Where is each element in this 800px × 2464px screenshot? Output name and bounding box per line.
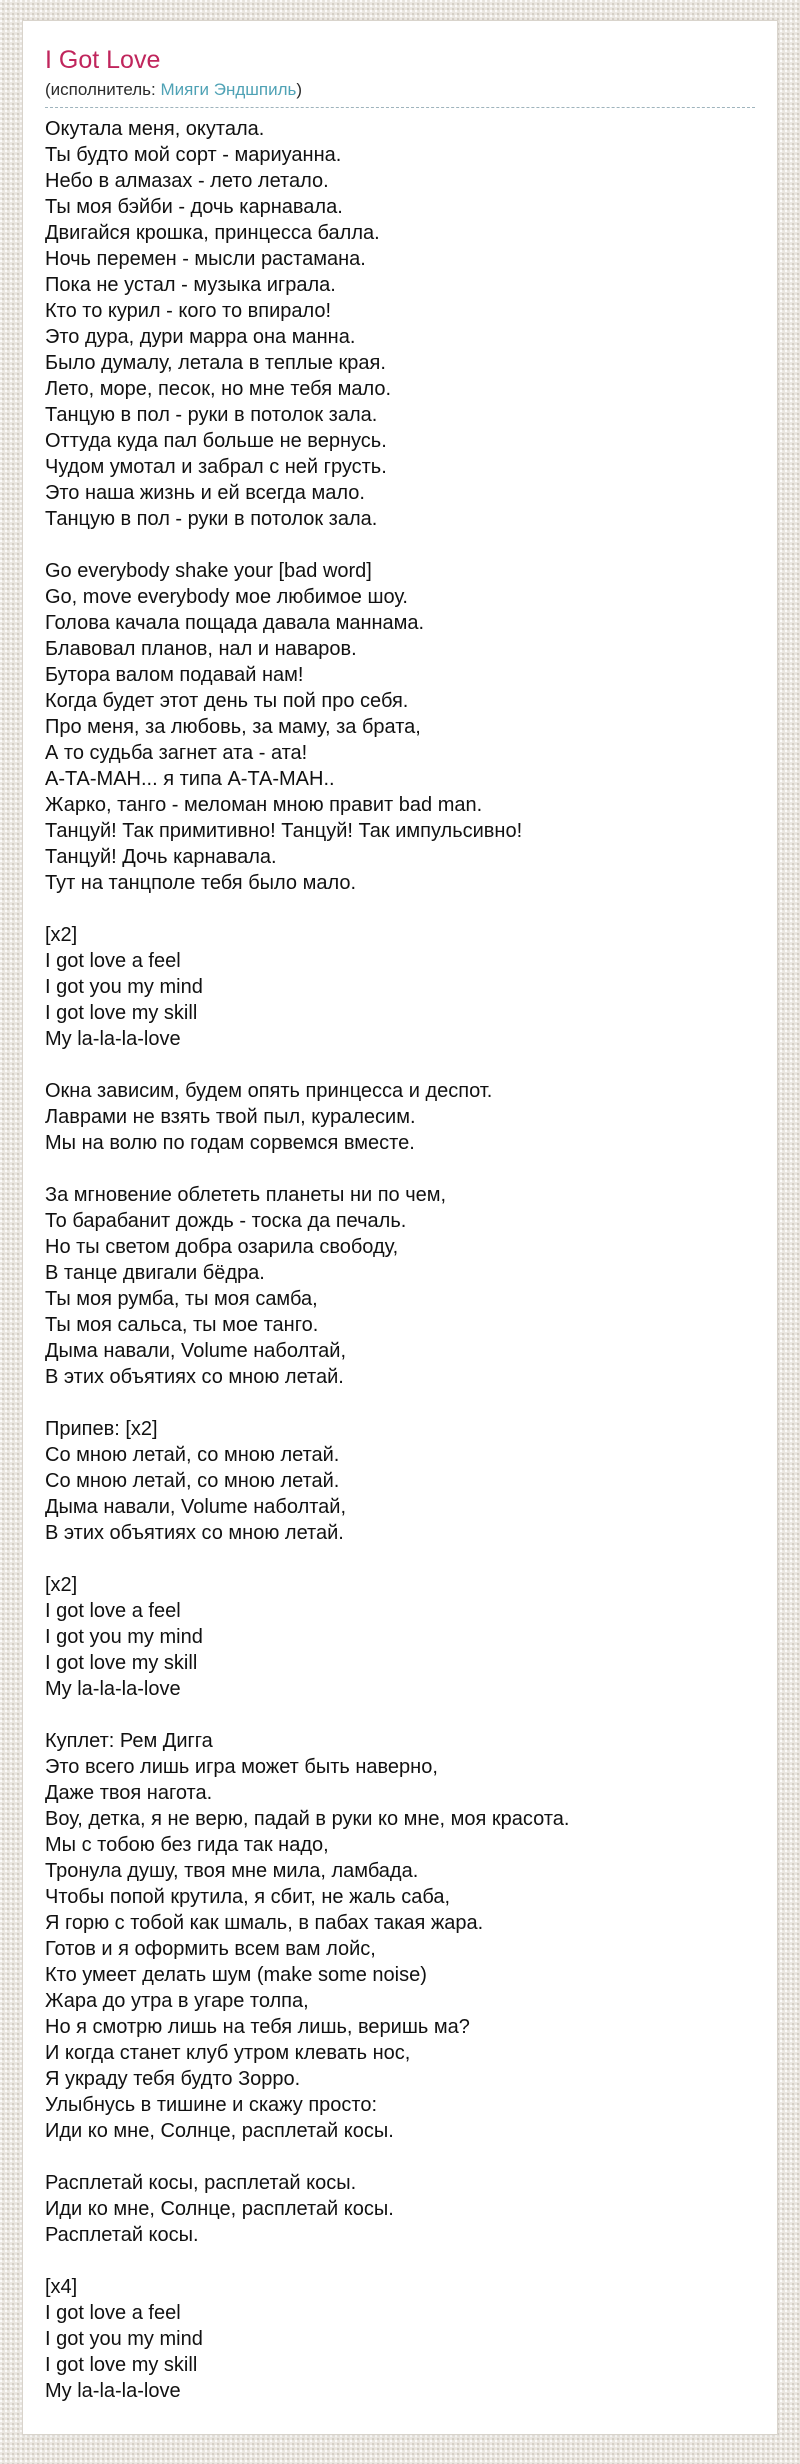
lyric-line: Это наша жизнь и ей всегда мало. xyxy=(45,482,365,505)
lyric-line: Дыма навали, Volume наболтай, xyxy=(45,1496,347,1519)
lyric-line: I got love a feel xyxy=(45,2302,181,2325)
lyric-line: Блавовал планов, нал и наваров. xyxy=(45,638,357,661)
lyric-line xyxy=(45,1546,755,1572)
lyric-line: Окна зависим, будем опять принцесса и деспот. xyxy=(45,1080,493,1103)
lyric-line: Я горю с тобой как шмаль, в пабах такая жара. xyxy=(45,1912,484,1935)
lyric-line: Чудом умотал и забрал с ней грусть. xyxy=(45,456,387,479)
lyric-line: Голова качала пощада давала маннама. xyxy=(45,612,425,635)
lyric-line: I got you my mind xyxy=(45,1626,203,1649)
lyric-line: My la-la-la-love xyxy=(45,1028,181,1051)
lyric-line: В танце двигали бёдра. xyxy=(45,1262,265,1285)
artist-prefix-label: (исполнитель: xyxy=(45,80,156,99)
lyric-line: Ночь перемен - мысли растамана. xyxy=(45,248,366,271)
lyric-line: I got you my mind xyxy=(45,2328,203,2351)
lyric-line: Пока не устал - музыка играла. xyxy=(45,274,336,297)
lyric-line: Было думалу, летала в теплые края. xyxy=(45,352,386,375)
lyric-line xyxy=(45,1390,755,1416)
lyric-line: Иди ко мне, Солнце, расплетай косы. xyxy=(45,2198,394,2221)
lyric-line: Чтобы попой крутила, я сбит, не жаль саба, xyxy=(45,1886,451,1909)
lyric-line: [x4] xyxy=(45,2276,78,2299)
lyric-line: I got love a feel xyxy=(45,950,181,973)
lyric-line: Небо в алмазах - лето летало. xyxy=(45,170,329,193)
lyric-line: Ты моя румба, ты моя самба, xyxy=(45,1288,318,1311)
lyric-line: Танцуй! Так примитивно! Танцуй! Так импульсивно! xyxy=(45,820,523,843)
lyric-line: Ты будто мой сорт - мариуанна. xyxy=(45,144,342,167)
lyric-line xyxy=(45,2144,755,2170)
lyric-line xyxy=(45,2248,755,2274)
lyric-line: Ты моя бэйби - дочь карнавала. xyxy=(45,196,343,219)
lyric-line xyxy=(45,532,755,558)
lyric-line: Тут на танцполе тебя было мало. xyxy=(45,872,357,895)
lyric-line: Куплет: Рем Дигга xyxy=(45,1730,213,1753)
lyric-line: I got love a feel xyxy=(45,1600,181,1623)
lyric-line: Когда будет этот день ты пой про себя. xyxy=(45,690,409,713)
lyric-line: Иди ко мне, Солнце, расплетай косы. xyxy=(45,2120,394,2143)
lyric-line: I got love my skill xyxy=(45,1002,198,1025)
lyric-line: Расплетай косы. xyxy=(45,2224,199,2247)
lyric-line: А-ТА-МАН... я типа А-ТА-МАН.. xyxy=(45,768,335,791)
lyric-line: Танцую в пол - руки в потолок зала. xyxy=(45,404,378,427)
lyric-line xyxy=(45,896,755,922)
lyric-line: В этих объятиях со мною летай. xyxy=(45,1366,344,1389)
artist-suffix-label: ) xyxy=(296,80,303,99)
lyric-line: Жарко, танго - меломан мною правит bad man. xyxy=(45,794,483,817)
lyric-line: А то судьба загнет ата - ата! xyxy=(45,742,308,765)
lyric-line: Со мною летай, со мною летай. xyxy=(45,1444,340,1467)
lyric-line: Бутора валом подавай нам! xyxy=(45,664,304,687)
lyric-line: Кто умеет делать шум (make some noise) xyxy=(45,1964,427,1987)
lyric-line: Готов и я оформить всем вам лойс, xyxy=(45,1938,376,1961)
artist-link[interactable]: Мияги Эндшпиль xyxy=(160,80,297,99)
lyric-line: [x2] xyxy=(45,924,78,947)
lyric-line xyxy=(45,1156,755,1182)
lyric-line: Окутала меня, окутала. xyxy=(45,118,265,141)
lyrics-text xyxy=(45,116,755,2404)
lyric-line: Танцую в пол - руки в потолок зала. xyxy=(45,508,378,531)
lyrics-card xyxy=(22,20,778,2435)
lyric-line: Лаврами не взять твой пыл, куралесим. xyxy=(45,1106,416,1129)
lyric-line: Жара до утра в угаре толпа, xyxy=(45,1990,309,2013)
lyric-line: Я украду тебя будто Зорро. xyxy=(45,2068,301,2091)
lyric-line: Оттуда куда пал больше не вернусь. xyxy=(45,430,387,453)
lyric-line: Танцуй! Дочь карнавала. xyxy=(45,846,277,869)
lyric-line: Даже твоя нагота. xyxy=(45,1782,213,1805)
lyric-line: То барабанит дождь - тоска да печаль. xyxy=(45,1210,407,1233)
lyric-line: Лето, море, песок, но мне тебя мало. xyxy=(45,378,392,401)
lyric-line: Припев: [x2] xyxy=(45,1418,158,1441)
lyric-line: Go everybody shake your [bad word] xyxy=(45,560,372,583)
artist-line xyxy=(45,80,755,108)
lyric-line: Улыбнусь в тишине и скажу просто: xyxy=(45,2094,378,2117)
lyric-line: За мгновение облететь планеты ни по чем, xyxy=(45,1184,447,1207)
lyric-line: Go, move everybody мое любимое шоу. xyxy=(45,586,408,609)
lyric-line: [x2] xyxy=(45,1574,78,1597)
lyric-line: Тронула душу, твоя мне мила, ламбада. xyxy=(45,1860,419,1883)
lyric-line: I got love my skill xyxy=(45,2354,198,2377)
lyric-line xyxy=(45,1702,755,1728)
lyric-line: Кто то курил - кого то впирало! xyxy=(45,300,332,323)
lyric-line: Но ты светом добра озарила свободу, xyxy=(45,1236,399,1259)
lyric-line: Расплетай косы, расплетай косы. xyxy=(45,2172,357,2195)
lyric-line: Со мною летай, со мною летай. xyxy=(45,1470,340,1493)
lyric-line: Дыма навали, Volume наболтай, xyxy=(45,1340,347,1363)
lyric-line: Это дура, дури марра она манна. xyxy=(45,326,356,349)
lyric-line: I got you my mind xyxy=(45,976,203,999)
page-title: I Got Love xyxy=(45,46,161,74)
lyric-line: В этих объятиях со мною летай. xyxy=(45,1522,344,1545)
lyric-line: Ты моя сальса, ты мое танго. xyxy=(45,1314,319,1337)
lyric-line: И когда станет клуб утром клевать нос, xyxy=(45,2042,411,2065)
lyric-line: Но я смотрю лишь на тебя лишь, веришь ма? xyxy=(45,2016,470,2039)
lyric-line xyxy=(45,1052,755,1078)
lyric-line: I got love my skill xyxy=(45,1652,198,1675)
lyric-line: My la-la-la-love xyxy=(45,2380,181,2403)
lyric-line: Воу, детка, я не верю, падай в руки ко мне, моя красота. xyxy=(45,1808,570,1831)
lyric-line: Мы на волю по годам сорвемся вместе. xyxy=(45,1132,415,1155)
lyric-line: My la-la-la-love xyxy=(45,1678,181,1701)
lyric-line: Мы с тобою без гида так надо, xyxy=(45,1834,329,1857)
lyric-line: Двигайся крошка, принцесса балла. xyxy=(45,222,380,245)
lyric-line: Про меня, за любовь, за маму, за брата, xyxy=(45,716,421,739)
lyric-line: Это всего лишь игра может быть наверно, xyxy=(45,1756,438,1779)
